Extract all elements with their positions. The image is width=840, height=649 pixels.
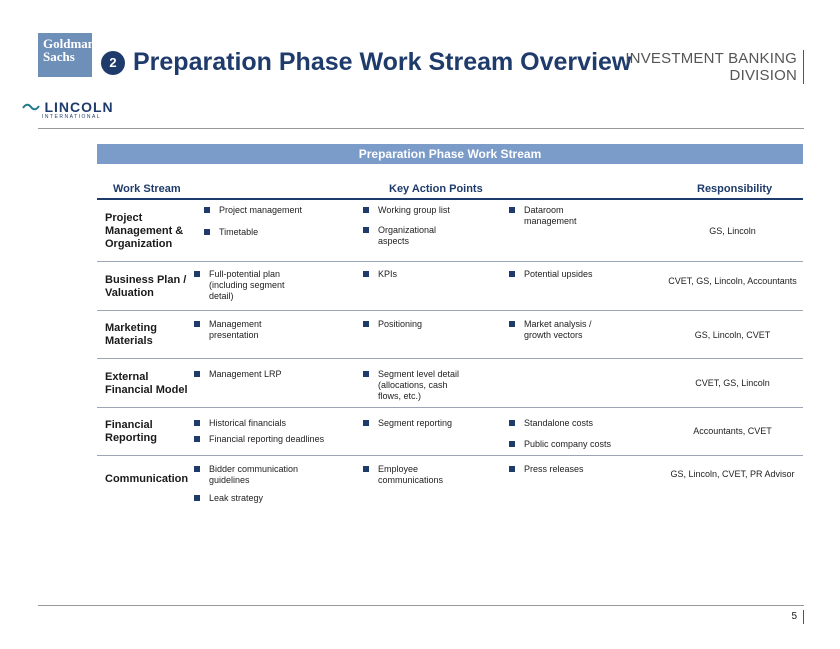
column-header-work-stream: Work Stream [113,183,181,195]
work-stream-label: Marketing Materials [105,322,157,347]
action-item: Public company costs [509,439,639,450]
action-item: Management presentation [194,319,289,341]
action-item: Project management [204,205,354,216]
row-divider [97,261,803,262]
lincoln-wave-icon [22,102,40,112]
work-stream-label: Financial Reporting [105,419,157,444]
responsibility-cell: CVET, GS, Lincoln [695,378,770,388]
header-divider [38,128,804,129]
action-item: Employee communications [363,464,463,486]
column-header-responsibility: Responsibility [697,183,773,195]
action-item: Market analysis / growth vectors [509,319,609,341]
action-item: Leak strategy [194,493,314,504]
action-item: Segment level detail (allocations, cash flows, etc.) [363,369,468,402]
row-divider [97,407,803,408]
responsibility-cell: GS, Lincoln, CVET [694,330,771,340]
lincoln-international-logo: LINCOLN INTERNATIONAL [22,98,114,120]
page-title: Preparation Phase Work Stream Overview [133,48,632,76]
action-item: Standalone costs [509,418,639,429]
action-item: Potential upsides [509,269,629,280]
action-item: KPIs [363,269,473,280]
action-item: Organizational aspects [363,225,463,247]
division-label: INVESTMENT BANKING DIVISION [625,50,804,84]
work-stream-label: Business Plan / Valuation [105,274,187,299]
action-item: Financial reporting deadlines [194,434,354,445]
responsibility-cell: Accountants, CVET [693,426,772,436]
work-stream-label: Communication [105,473,189,485]
work-stream-label: External Financial Model [105,371,188,396]
action-item: Full-potential plan (including segment detail) [194,269,304,302]
footer-divider [38,605,804,606]
action-item: Bidder communication guidelines [194,464,314,486]
work-stream-label: Project Management & Organization [105,212,184,250]
table-banner: Preparation Phase Work Stream [97,144,803,164]
column-header-key-actions: Key Action Points [389,183,483,195]
action-item: Working group list [363,205,473,216]
goldman-sachs-logo: Goldman Sachs [38,33,92,77]
action-item: Positioning [363,319,473,330]
page-number: 5 [791,610,804,624]
action-item: Timetable [204,227,354,238]
section-number-badge: 2 [101,51,125,75]
row-divider [97,310,803,311]
action-item: Press releases [509,464,629,475]
action-item: Historical financials [194,418,354,429]
row-divider [97,358,803,359]
action-item: Dataroom management [509,205,599,227]
header-rule [97,198,803,200]
action-item: Segment reporting [363,418,493,429]
responsibility-cell: GS, Lincoln [709,226,756,236]
responsibility-cell: GS, Lincoln, CVET, PR Advisor [670,469,795,479]
responsibility-cell: CVET, GS, Lincoln, Accountants [668,276,797,286]
row-divider [97,455,803,456]
action-item: Management LRP [194,369,344,380]
